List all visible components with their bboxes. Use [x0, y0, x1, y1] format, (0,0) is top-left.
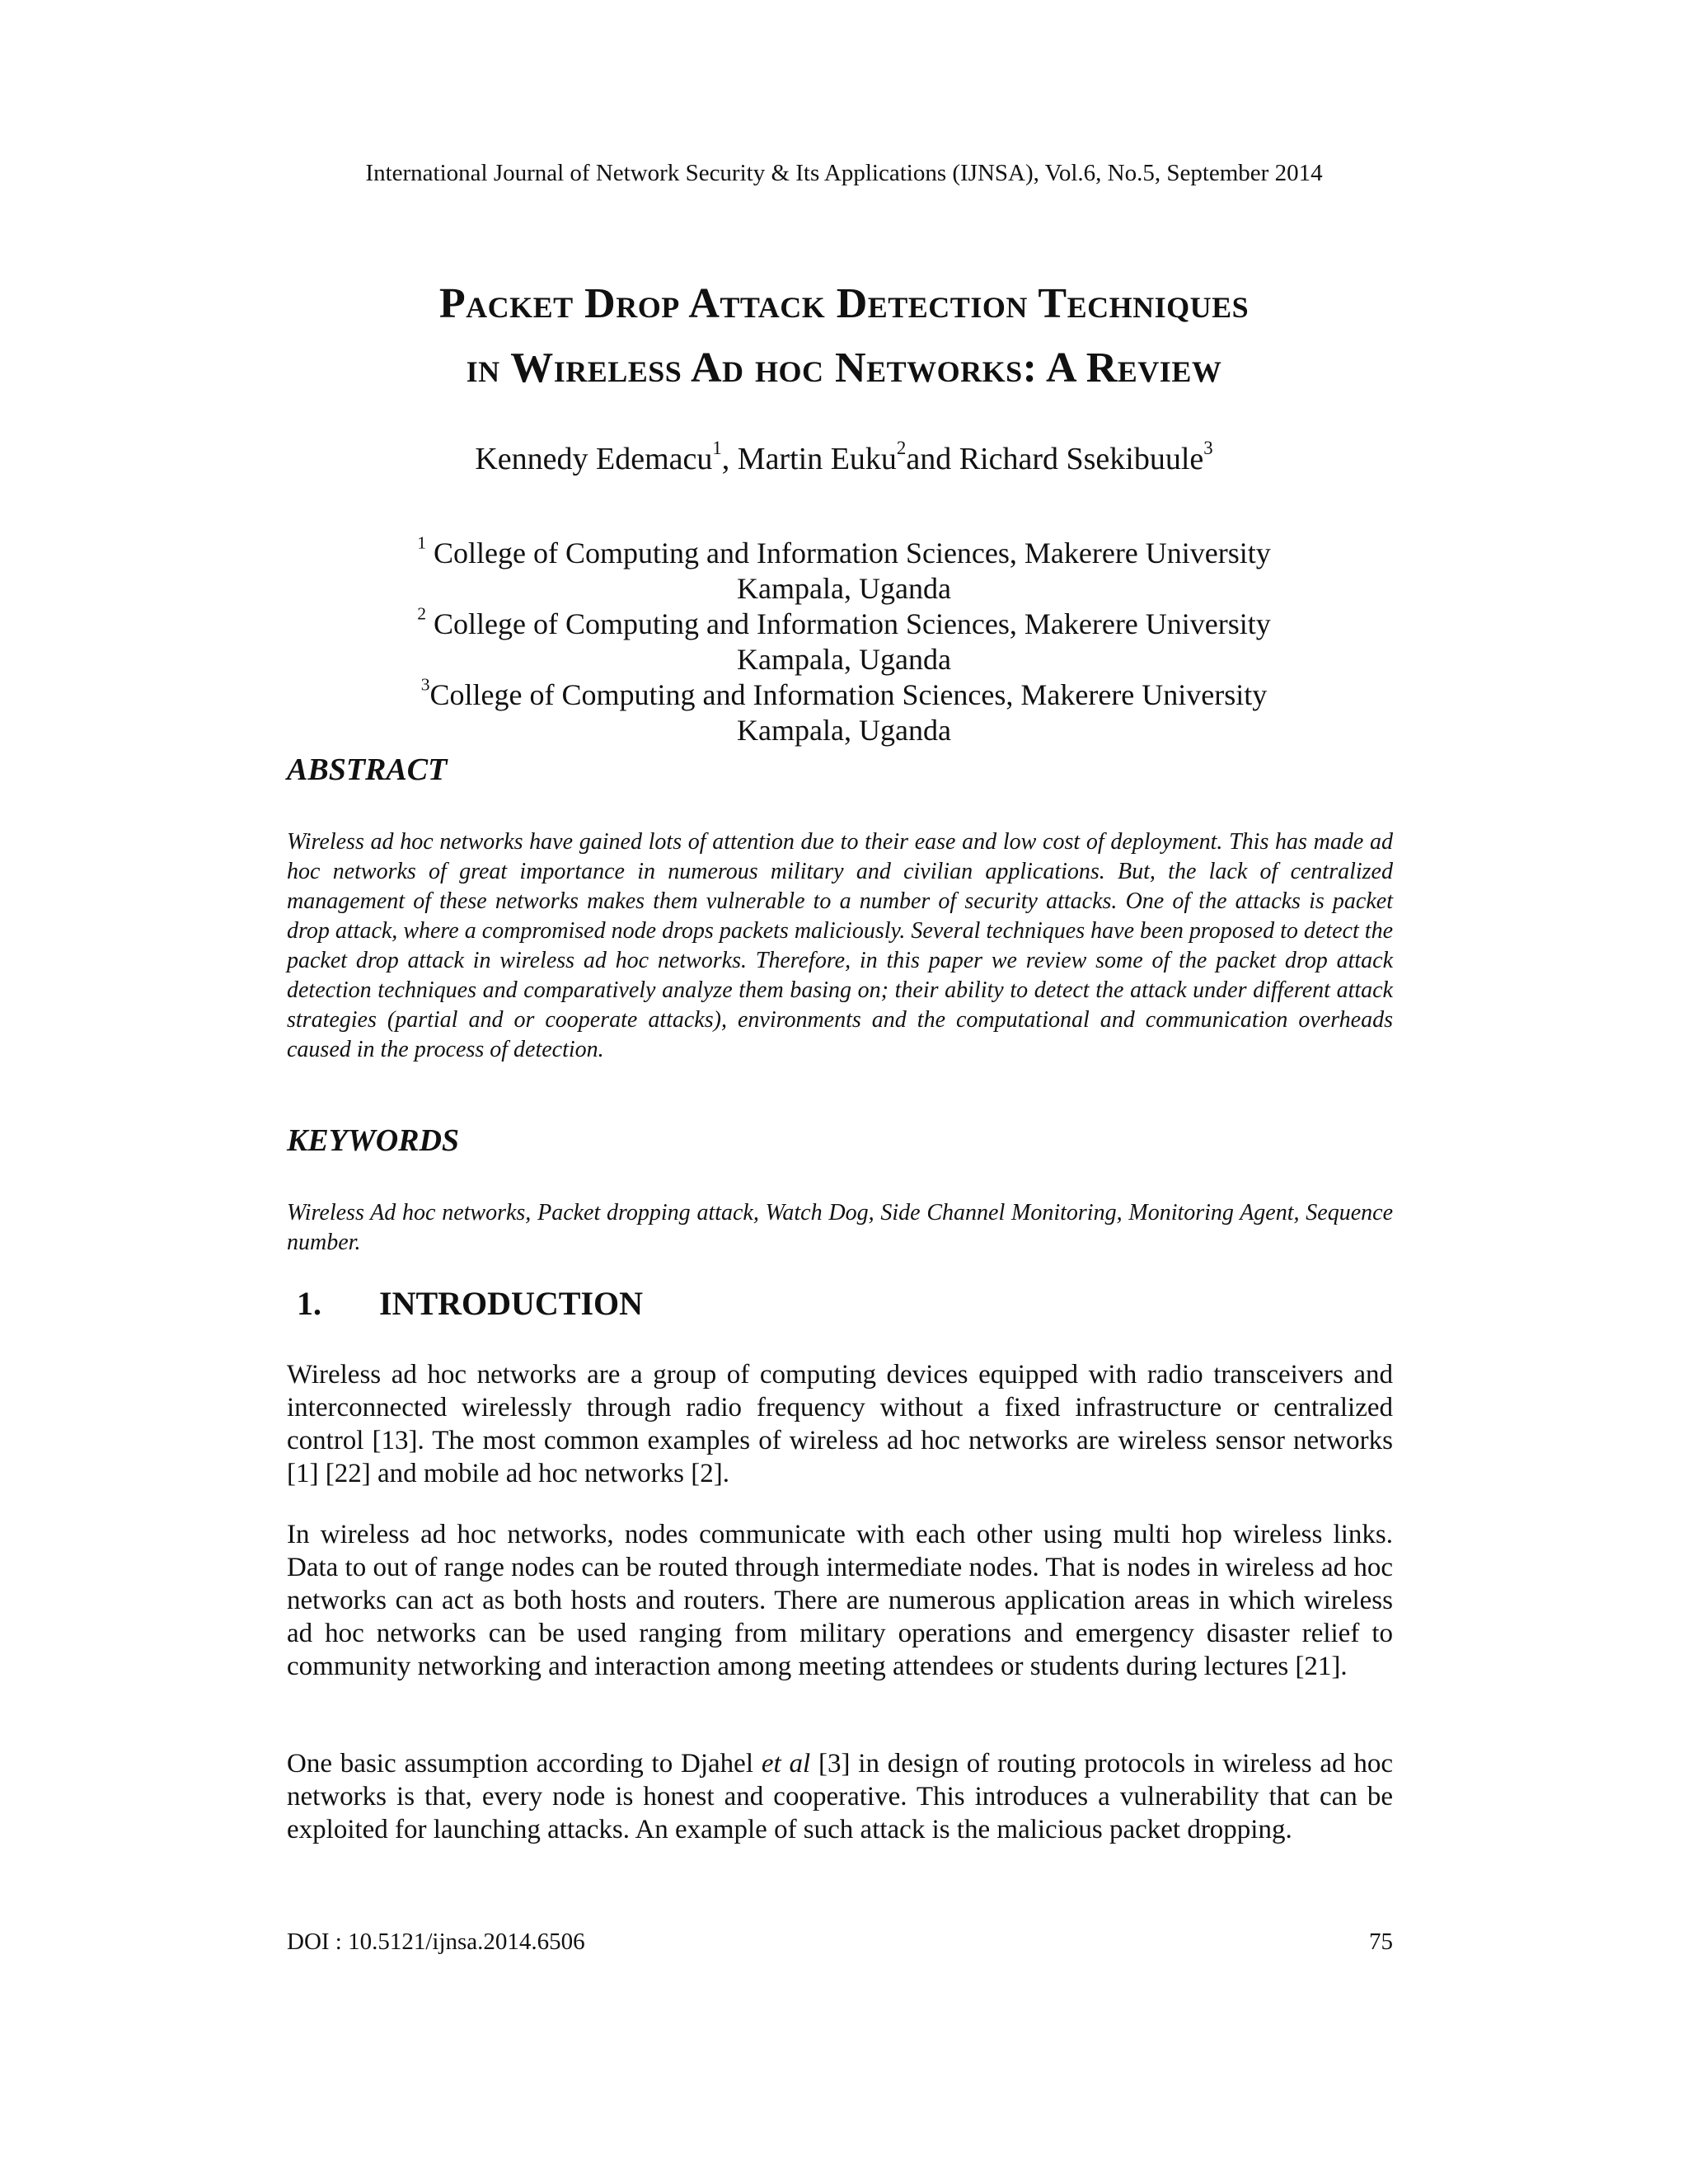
author-list: [0, 437, 1688, 477]
author-affiliation-mark: 3: [1203, 437, 1213, 458]
affiliation-mark: 2: [417, 603, 427, 624]
author-affiliation-mark: 1: [712, 437, 722, 458]
affiliation-institution: College of Computing and Information Sciences, Makerere University: [426, 607, 1271, 640]
affiliation-mark: 3: [420, 674, 430, 695]
paragraph-text: [3] in design of routing protocols in wireless ad hoc networks is that, every node is honest and cooperative. This introduces a vulnerability that can be exploited for launching attacks. An example of such attack is the malicious packet dropping.: [287, 1749, 1394, 1844]
section-number: 1.: [297, 1285, 321, 1322]
abstract-text: Wireless ad hoc networks have gained lots of attention due to their ease and low cost of deployment. This has made ad hoc networks of great importance in numerous military and civilian applications. But, the lack of centralized management of these networks makes them vulnerable to a number of security attacks. One of the attacks is packet drop attack, where a compromised node drops packets maliciously. Several techniques have been proposed to detect the packet drop attack in wireless ad hoc networks. Therefore, in this paper we review some of the packet drop attack detection techniques and comparatively analyze them basing on; their ability to detect the attack under different attack strategies (partial and or cooperate attacks), environments and the computational and communication overheads caused in the process of detection.: [287, 829, 1393, 1062]
paper-title: [0, 272, 1688, 401]
author-name: Martin Euku: [737, 442, 897, 476]
doi-footer: DOI : 10.5121/ijnsa.2014.6506: [287, 1929, 585, 1955]
affiliation-mark: 1: [417, 532, 427, 553]
body-paragraph: [287, 1747, 1393, 1846]
affiliation-list: [0, 532, 1688, 748]
affiliation-line: [0, 674, 1688, 713]
page-number: 75: [1369, 1929, 1393, 1955]
author-separator: ,: [721, 442, 738, 476]
paragraph-text: One basic assumption according to Djahel: [287, 1749, 762, 1779]
affiliation-location: Kampala, Uganda: [737, 572, 951, 605]
keywords-heading: KEYWORDS: [287, 1123, 460, 1158]
affiliation-location: Kampala, Uganda: [737, 714, 951, 747]
body-paragraph: In wireless ad hoc networks, nodes communicate with each other using multi hop wireless links. Data to out of range nodes can be routed through intermediate nodes. That is nodes in wireless ad hoc networks can act as both hosts and routers. There are numerous application areas in which wireless ad hoc networks can be used ranging from military operations and emergency disaster relief to community networking and interaction among meeting attendees or students during lectures [21].: [287, 1520, 1393, 1681]
affiliation-location: Kampala, Uganda: [737, 643, 951, 676]
affiliation-line: [0, 532, 1688, 571]
paragraph-italic-text: et al: [761, 1749, 811, 1779]
section-heading-introduction: [297, 1284, 643, 1323]
title-line-1: Packet Drop Attack Detection Techniques: [438, 280, 1250, 327]
affiliation-line: [0, 603, 1688, 642]
body-paragraph: Wireless ad hoc networks are a group of computing devices equipped with radio transceivers and interconnected wirelessly through radio frequency without a fixed infrastructure or centralized control [13]. The most common examples of wireless ad hoc networks are wireless sensor networks [1] [22] and mobile ad hoc networks [2].: [287, 1360, 1393, 1488]
abstract-heading: ABSTRACT: [287, 752, 448, 787]
author-name: Kennedy Edemacu: [475, 442, 713, 476]
title-line-2: in Wireless Ad hoc Networks: A Review: [466, 344, 1222, 391]
affiliation-institution: College of Computing and Information Sciences, Makerere University: [426, 537, 1271, 569]
author-affiliation-mark: 2: [896, 437, 907, 458]
section-title: INTRODUCTION: [379, 1285, 644, 1322]
keywords-text: Wireless Ad hoc networks, Packet dropping attack, Watch Dog, Side Channel Monitoring, Monitoring Agent, Sequence number.: [287, 1200, 1393, 1255]
author-name: Richard Ssekibuule: [959, 442, 1204, 476]
author-separator: and: [906, 442, 959, 476]
affiliation-institution: College of Computing and Information Sciences, Makerere University: [429, 678, 1268, 711]
journal-running-header: International Journal of Network Security & Its Applications (IJNSA), Vol.6, No.5, September 2014: [365, 160, 1323, 186]
